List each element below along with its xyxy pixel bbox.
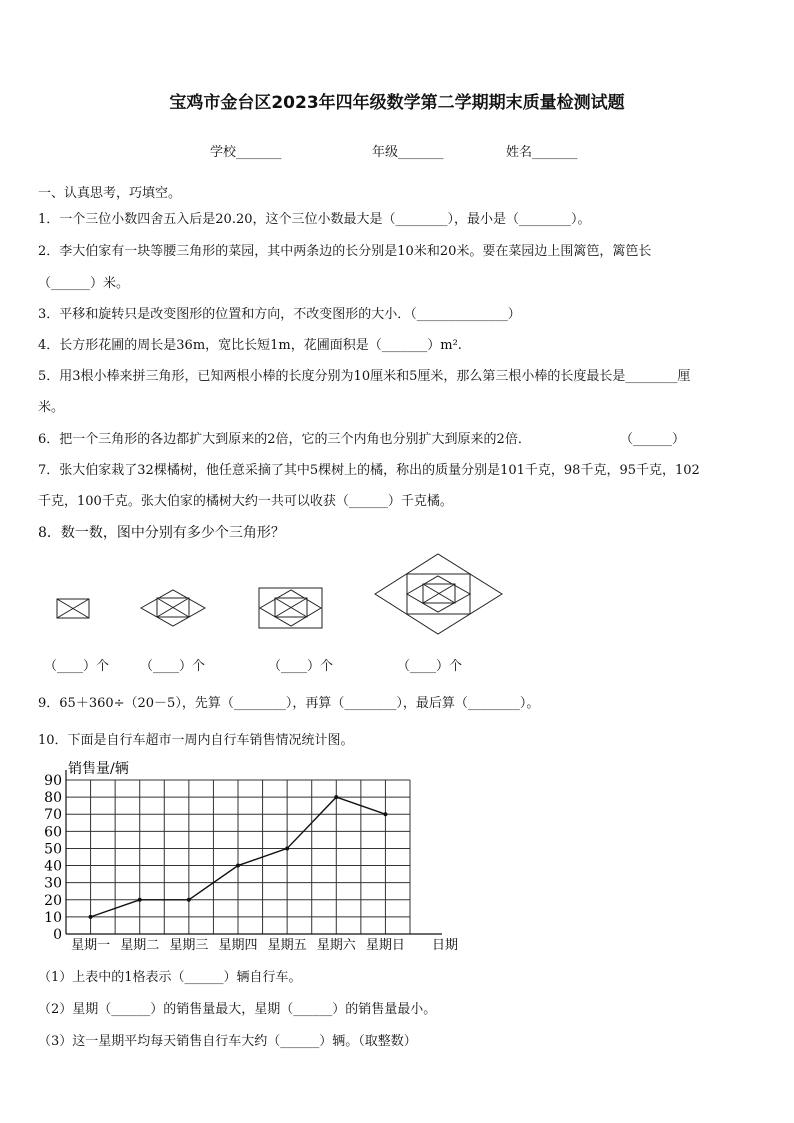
sales-line-chart [0,755,794,955]
data-point [383,812,387,816]
question-10-part-1: （1）上表中的1格表示（______）辆自行车。 [38,970,302,985]
data-point [187,898,191,902]
data-point [138,898,142,902]
triangle-figures [0,550,794,650]
figure-3-answer: （____）个 [268,659,334,674]
question-10: 10．下面是自行车超市一周内自行车销售情况统计图。 [38,733,354,748]
y-tick-label: 90 [44,773,62,789]
question-2-line2: （______）米。 [38,276,130,291]
y-tick-label: 0 [53,927,62,943]
question-7-line2: 千克，100千克。张大伯家的橘树大约一共可以收获（______）千克橘。 [38,494,453,509]
data-point [236,864,240,868]
y-tick-label: 80 [44,790,62,807]
data-point [89,915,93,919]
question-6: 6．把一个三角形的各边都扩大到原来的2倍，它的三个内角也分别扩大到原来的2倍． [38,432,531,447]
question-2-line1: 2．李大伯家有一块等腰三角形的菜园，其中两条边的长分别是10米和20米。要在菜园边上围篱笆，篱笆长 [38,244,652,259]
section-heading: 一、认真思考，巧填空。 [38,186,182,201]
grade-field: 年级_______ [372,145,444,160]
x-tick-label: 星期四 [218,938,258,953]
x-tick-label: 星期六 [316,938,356,953]
question-10-part-2: （2）星期（______）的销售量最大，星期（______）的销售量最小。 [38,1002,437,1017]
question-8: 8．数一数，图中分别有多少个三角形？ [38,525,285,541]
x-tick-label: 星期二 [120,938,160,953]
x-tick-label: 星期日 [365,938,405,953]
question-7-line1: 7．张大伯家栽了32棵橘树，他任意采摘了其中5棵树上的橘，称出的质量分别是101千克，98千克，95千克，102 [38,463,700,478]
chart-labels [44,760,458,953]
y-tick-label: 10 [44,909,62,926]
question-4: 4．长方形花圃的周长是36m，宽比长短1m，花圃面积是（_______）m². [38,338,462,353]
y-tick-label: 70 [44,807,62,824]
y-tick-label: 30 [44,875,62,892]
name-field: 姓名_______ [506,145,578,160]
figure-2-answer: （____）个 [140,659,206,674]
question-10-part-3: （3）这一星期平均每天销售自行车大约（______）辆。（取整数） [38,1034,417,1049]
x-tick-label: 星期一 [71,938,111,953]
data-point [334,795,338,799]
figure-3 [259,588,322,628]
question-5-line2: 米。 [38,400,65,415]
chart-grid [66,780,410,934]
page-title: 宝鸡市金台区2023年四年级数学第二学期期末质量检测试题 [169,93,625,113]
data-point [285,846,289,850]
question-5-line1: 5．用3根小棒来拼三角形，已知两根小棒的长度分别为10厘米和5厘米，那么第三根小棒的长度最长是________厘 [38,369,691,384]
y-tick-label: 60 [44,824,62,841]
x-axis-label: 日期 [432,938,459,953]
question-1: 1．一个三位小数四舍五入后是20.20，这个三位小数最大是（________），最小是（________）。 [38,212,591,227]
question-3: 3．平移和旋转只是改变图形的位置和方向，不改变图形的大小．（______________） [38,307,521,322]
y-tick-label: 40 [44,858,62,875]
question-6-blank: （______） [620,432,686,447]
y-tick-label: 50 [44,841,62,858]
school-field: 学校_______ [210,145,282,160]
figure-4 [375,554,502,634]
question-9: 9．65＋360÷（20－5），先算（________），再算（________），最后算（________）。 [38,696,540,711]
y-axis-label: 销售量/辆 [68,761,129,777]
figure-1 [57,599,89,618]
y-tick-label: 20 [44,892,62,909]
figure-2 [141,590,205,626]
figure-1-answer: （____）个 [44,659,110,674]
x-tick-label: 星期三 [169,938,209,953]
x-tick-label: 星期五 [267,938,307,953]
figure-4-answer: （____）个 [397,659,463,674]
